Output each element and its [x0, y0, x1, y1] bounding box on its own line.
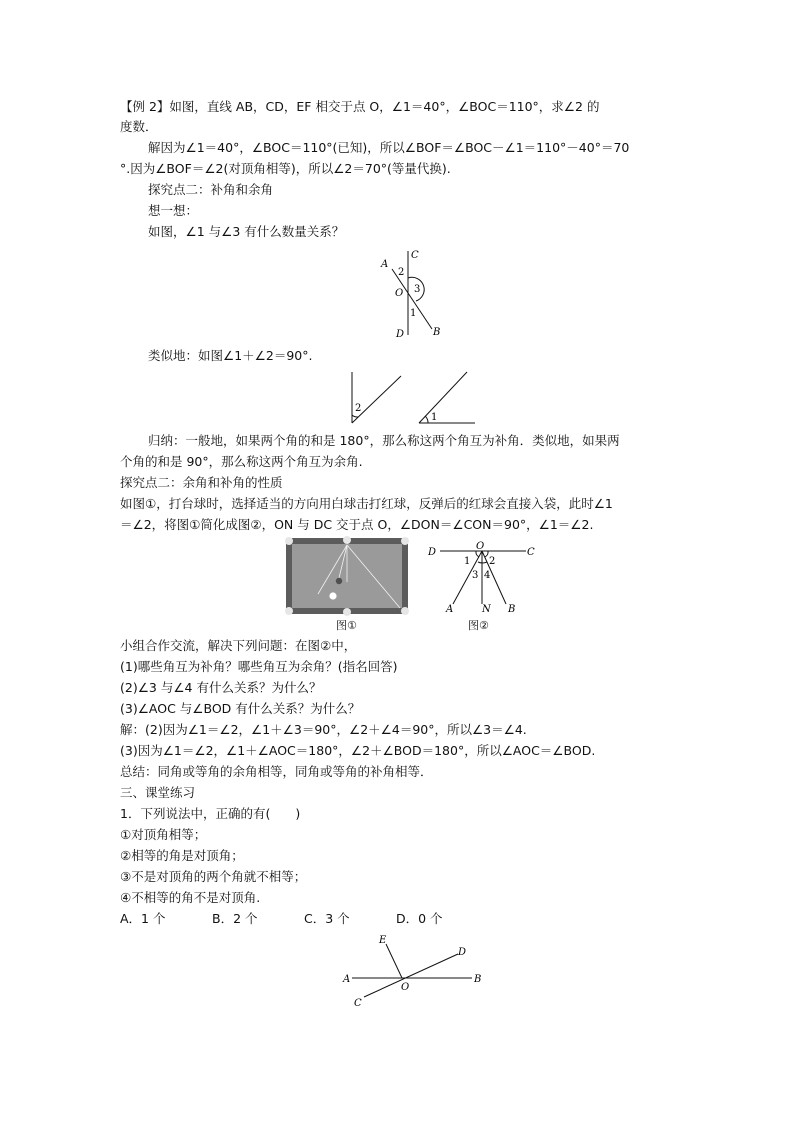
question-3: (3)∠AOC 与∠BOD 有什么关系？为什么？	[120, 701, 361, 716]
fig3-label-B: B	[474, 974, 482, 985]
question-2: (2)∠3 与∠4 有什么关系？为什么？	[120, 680, 322, 695]
fig2-angle-2: 2	[489, 556, 496, 567]
fig3-label-D: D	[458, 947, 467, 958]
pair-angle-2: 2	[355, 403, 362, 414]
fig2-label-O: O	[476, 541, 485, 552]
solution-line-2: °.因为∠BOF＝∠2(对顶角相等)，所以∠2＝70°(等量代换).	[120, 161, 451, 176]
section-heading-properties: 探究点二：余角和补角的性质	[120, 475, 283, 490]
fig3-label-E: E	[379, 935, 387, 946]
billiards-line-1: 如图①，打台球时，选择适当的方向用白球击打红球，反弹后的红球会直接入袋，此时∠1	[120, 496, 613, 511]
question-1: (1)哪些角互为补角？哪些角互为余角？(指名回答)	[120, 659, 398, 674]
billiards-line-2: ＝∠2，将图①简化成图②，ON 与 DC 交于点 O，∠DON＝∠CON＝90°，∠1＝∠2.	[120, 517, 594, 532]
fig1-label-O: O	[395, 288, 404, 299]
fig2-label-C: C	[527, 547, 535, 558]
exercise-1-item-2: ②相等的角是对顶角；	[120, 848, 244, 863]
fig3-label-C: C	[354, 998, 362, 1009]
summary-line-1: 归纳：一般地，如果两个角的和是 180°，那么称这两个角互为补角．类似地，如果两	[148, 433, 620, 448]
example-2-line-1: 【例 2】如图，直线 AB，CD，EF 相交于点 O，∠1＝40°，∠BOC＝110°，求∠2 的	[120, 99, 600, 114]
conclusion: 总结：同角或等角的余角相等，同角或等角的补角相等．	[120, 764, 433, 779]
figure-intersecting-lines	[370, 245, 470, 345]
example-2-line-2: 度数．	[120, 119, 158, 134]
figure-angle-pair	[345, 368, 485, 428]
fig1-label-D: D	[396, 329, 405, 340]
fig2-label-B: B	[508, 604, 516, 615]
option-c: C．3 个	[304, 911, 350, 926]
section-heading-supplementary: 探究点二：补角和余角	[148, 182, 274, 197]
exercise-1-item-4: ④不相等的角不是对顶角.	[120, 890, 261, 905]
fig1-angle-2: 2	[398, 267, 405, 278]
angle-question: 如图，∠1 与∠3 有什么数量关系？	[148, 224, 345, 239]
fig1-label-C: C	[411, 250, 419, 261]
exercise-1-stem: 1．下列说法中，正确的有( )	[120, 806, 301, 821]
exercise-1-item-3: ③不是对顶角的两个角就不相等；	[120, 869, 307, 884]
billiards-table-image	[286, 538, 408, 614]
answer-2: 解：(2)因为∠1＝∠2，∠1＋∠3＝90°，∠2＋∠4＝90°，所以∠3＝∠4.	[120, 722, 527, 737]
option-a: A．1 个	[120, 911, 166, 926]
fig1-angle-1: 1	[410, 308, 417, 319]
answer-3: (3)因为∠1＝∠2，∠1＋∠AOC＝180°，∠2＋∠BOD＝180°，所以∠AOC＝∠BOD.	[120, 743, 596, 758]
solution-line-1: 解因为∠1＝40°，∠BOC＝110°(已知)，所以∠BOF＝∠BOC－∠1＝110°－40°＝70	[148, 140, 630, 155]
figure-1-caption: 图①	[336, 619, 357, 632]
fig2-label-N: N	[482, 604, 491, 615]
pair-angle-1: 1	[431, 412, 438, 423]
group-discussion: 小组合作交流，解决下列问题：在图②中，	[120, 638, 357, 653]
fig1-label-B: B	[433, 327, 441, 338]
option-b: B．2 个	[212, 911, 258, 926]
fig2-angle-3: 3	[472, 570, 479, 581]
figure-3-diagram	[340, 930, 490, 1010]
fig2-label-A: A	[446, 604, 454, 615]
similarly-line: 类似地：如图∠1＋∠2＝90°.	[148, 348, 313, 363]
fig2-angle-4: 4	[484, 570, 491, 581]
option-d: D．0 个	[396, 911, 443, 926]
fig3-label-A: A	[343, 974, 351, 985]
think-heading: 想一想：	[148, 203, 199, 218]
figure-2-diagram	[426, 540, 546, 620]
figure-2-caption: 图②	[468, 619, 489, 632]
section-heading-practice: 三、课堂练习	[120, 785, 196, 800]
exercise-1-item-1: ①对顶角相等；	[120, 827, 207, 842]
fig2-angle-1: 1	[464, 556, 471, 567]
exercise-1-options	[120, 909, 443, 929]
fig1-label-A: A	[381, 259, 389, 270]
fig1-angle-3: 3	[414, 284, 421, 295]
summary-line-2: 个角的和是 90°，那么称这两个角互为余角.	[120, 454, 363, 469]
fig3-label-O: O	[401, 982, 410, 993]
fig2-label-D: D	[428, 547, 437, 558]
